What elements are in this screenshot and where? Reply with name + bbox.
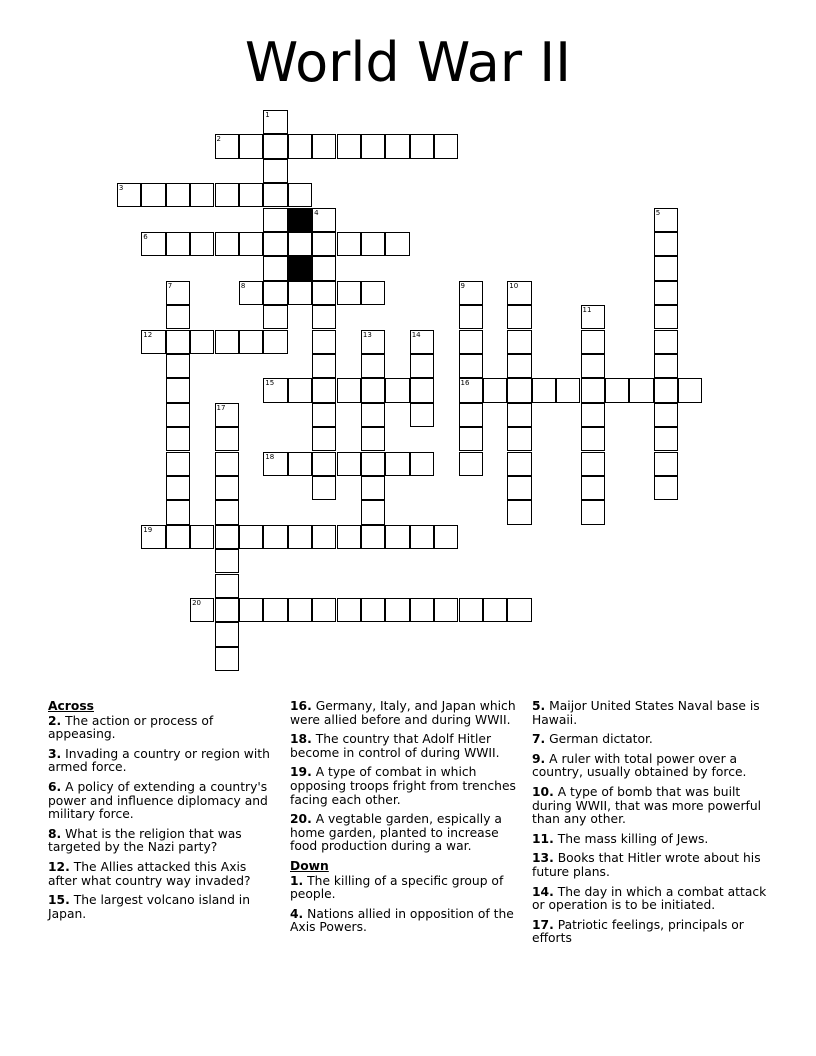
- grid-cell[interactable]: [410, 378, 434, 402]
- clue-text: The country that Adolf Hitler become in control of during WWII.: [290, 732, 500, 760]
- grid-cell[interactable]: [654, 256, 678, 280]
- clue-number: 7.: [532, 732, 546, 747]
- clue: [290, 700, 526, 727]
- grid-cell[interactable]: [654, 305, 678, 329]
- clue-text: Germany, Italy, and Japan which were allied before and during WWII.: [290, 699, 516, 727]
- grid-cell[interactable]: [361, 525, 385, 549]
- grid-number: 1: [265, 110, 270, 119]
- grid-cell[interactable]: [166, 500, 190, 524]
- grid-cell[interactable]: [654, 378, 678, 402]
- grid-cell[interactable]: [361, 598, 385, 622]
- grid-cell[interactable]: [361, 378, 385, 402]
- clue: [48, 748, 276, 775]
- grid-cell[interactable]: [312, 208, 336, 232]
- grid-cell[interactable]: [410, 403, 434, 427]
- grid-cell[interactable]: [581, 354, 605, 378]
- grid-cell[interactable]: [654, 427, 678, 451]
- grid-cell[interactable]: [581, 476, 605, 500]
- grid-cell[interactable]: [507, 378, 531, 402]
- grid-cell[interactable]: [190, 330, 214, 354]
- down-heading: Down: [290, 858, 329, 873]
- grid-cell[interactable]: [507, 598, 531, 622]
- grid-cell[interactable]: [361, 403, 385, 427]
- grid-cell[interactable]: [263, 330, 287, 354]
- grid-cell[interactable]: [459, 330, 483, 354]
- clue-number: 19.: [290, 765, 312, 780]
- grid-number: 8: [240, 281, 246, 290]
- grid-cell[interactable]: [312, 452, 336, 476]
- clue-text: The largest volcano island in Japan.: [48, 893, 251, 921]
- clue-number: 1.: [290, 873, 304, 888]
- grid-cell[interactable]: [288, 378, 312, 402]
- grid-cell[interactable]: [215, 330, 239, 354]
- grid-cell[interactable]: [410, 598, 434, 622]
- grid-cell[interactable]: [459, 305, 483, 329]
- grid-cell[interactable]: [459, 598, 483, 622]
- clue-text: Books that Hitler wrote about his future plans.: [532, 851, 761, 879]
- grid-cell[interactable]: [410, 525, 434, 549]
- clue-number: 16.: [290, 699, 312, 713]
- grid-cell[interactable]: [288, 525, 312, 549]
- clue: [532, 886, 778, 913]
- grid-cell[interactable]: [215, 622, 239, 646]
- grid-cell[interactable]: [190, 183, 214, 207]
- grid-cell[interactable]: [190, 232, 214, 256]
- clue: [48, 781, 276, 822]
- grid-cell[interactable]: [288, 134, 312, 158]
- grid-number: 19: [143, 525, 153, 534]
- grid-cell[interactable]: [507, 281, 531, 305]
- grid-cell[interactable]: [263, 208, 287, 232]
- clue-text: Invading a country or region with armed force.: [48, 746, 270, 775]
- clue: [532, 753, 778, 780]
- clue-text: What is the religion that was targeted by the Nazi party?: [48, 826, 242, 855]
- grid-cell[interactable]: [337, 452, 361, 476]
- grid-number: 9: [460, 281, 465, 290]
- grid-cell[interactable]: [263, 452, 287, 476]
- clue-number: 8.: [48, 826, 62, 841]
- clue-number: 3.: [48, 746, 62, 761]
- grid-cell[interactable]: [410, 452, 434, 476]
- clue-number: 11.: [532, 831, 554, 846]
- black-square: [288, 256, 312, 280]
- grid-number: 3: [118, 184, 124, 193]
- grid-cell[interactable]: [312, 256, 336, 280]
- grid-cell[interactable]: [385, 378, 409, 402]
- grid-cell[interactable]: [361, 330, 385, 354]
- grid-cell[interactable]: [532, 378, 556, 402]
- clue-text: A policy of extending a country's power and influence diplomacy and military force.: [48, 779, 268, 822]
- grid-number: 13: [362, 330, 372, 339]
- grid-cell[interactable]: [507, 427, 531, 451]
- grid-cell[interactable]: [312, 427, 336, 451]
- grid-number: 11: [582, 306, 592, 315]
- grid-cell[interactable]: [654, 452, 678, 476]
- grid-cell[interactable]: [361, 476, 385, 500]
- clue: [290, 813, 526, 854]
- clue: [48, 861, 276, 888]
- grid-cell[interactable]: [215, 500, 239, 524]
- grid-cell[interactable]: [434, 525, 458, 549]
- clue-column-3: [532, 700, 778, 952]
- grid-cell[interactable]: [215, 427, 239, 451]
- grid-cell[interactable]: [337, 598, 361, 622]
- grid-cell[interactable]: [166, 281, 190, 305]
- grid-cell[interactable]: [239, 598, 263, 622]
- grid-cell[interactable]: [459, 403, 483, 427]
- grid-cell[interactable]: [312, 354, 336, 378]
- clue: [290, 875, 526, 902]
- clue-number: 5.: [532, 699, 546, 713]
- grid-cell[interactable]: [581, 500, 605, 524]
- grid-cell[interactable]: [459, 354, 483, 378]
- grid-cell[interactable]: [141, 232, 165, 256]
- grid-cell[interactable]: [629, 378, 653, 402]
- grid-number: 15: [265, 379, 275, 388]
- grid-cell[interactable]: [166, 378, 190, 402]
- grid-cell[interactable]: [166, 305, 190, 329]
- clue: [532, 833, 778, 847]
- grid-cell[interactable]: [337, 232, 361, 256]
- grid-number: 18: [265, 452, 275, 461]
- grid-cell[interactable]: [263, 305, 287, 329]
- grid-number: 16: [460, 379, 470, 388]
- grid-cell[interactable]: [239, 232, 263, 256]
- grid-cell[interactable]: [239, 134, 263, 158]
- grid-cell[interactable]: [581, 378, 605, 402]
- grid-cell[interactable]: [312, 305, 336, 329]
- grid-cell[interactable]: [215, 598, 239, 622]
- grid-cell[interactable]: [215, 183, 239, 207]
- grid-cell[interactable]: [654, 354, 678, 378]
- grid-cell[interactable]: [410, 134, 434, 158]
- grid-cell[interactable]: [239, 525, 263, 549]
- grid-cell[interactable]: [239, 281, 263, 305]
- grid-cell[interactable]: [483, 378, 507, 402]
- grid-cell[interactable]: [459, 427, 483, 451]
- grid-cell[interactable]: [507, 476, 531, 500]
- grid-cell[interactable]: [581, 403, 605, 427]
- grid-cell[interactable]: [312, 525, 336, 549]
- clue-number: 9.: [532, 751, 546, 766]
- grid-cell[interactable]: [312, 378, 336, 402]
- grid-number: 6: [143, 232, 148, 241]
- grid-cell[interactable]: [581, 427, 605, 451]
- grid-cell[interactable]: [483, 598, 507, 622]
- grid-cell[interactable]: [141, 330, 165, 354]
- grid-cell[interactable]: [507, 354, 531, 378]
- grid-cell[interactable]: [288, 598, 312, 622]
- grid-cell[interactable]: [654, 476, 678, 500]
- grid-cell[interactable]: [215, 549, 239, 573]
- clue-number: 18.: [290, 732, 312, 747]
- grid-cell[interactable]: [166, 525, 190, 549]
- clue: [290, 733, 526, 760]
- grid-cell[interactable]: [166, 232, 190, 256]
- clue-text: The killing of a specific group of people.: [290, 873, 504, 902]
- grid-number: 7: [167, 281, 173, 290]
- grid-cell[interactable]: [263, 256, 287, 280]
- grid-cell[interactable]: [459, 281, 483, 305]
- grid-cell[interactable]: [337, 134, 361, 158]
- grid-cell[interactable]: [385, 525, 409, 549]
- clue-column-2: [290, 700, 526, 941]
- grid-number: 17: [216, 403, 226, 412]
- grid-cell[interactable]: [459, 452, 483, 476]
- grid-cell[interactable]: [312, 232, 336, 256]
- grid-cell[interactable]: [581, 330, 605, 354]
- grid-cell[interactable]: [215, 403, 239, 427]
- grid-cell[interactable]: [141, 525, 165, 549]
- grid-cell[interactable]: [263, 378, 287, 402]
- grid-cell[interactable]: [288, 452, 312, 476]
- grid-cell[interactable]: [556, 378, 580, 402]
- grid-cell[interactable]: [312, 134, 336, 158]
- black-square: [288, 208, 312, 232]
- grid-cell[interactable]: [166, 452, 190, 476]
- grid-cell[interactable]: [263, 159, 287, 183]
- grid-cell[interactable]: [263, 232, 287, 256]
- grid-cell[interactable]: [361, 500, 385, 524]
- grid-cell[interactable]: [312, 330, 336, 354]
- grid-cell[interactable]: [215, 574, 239, 598]
- grid-cell[interactable]: [678, 378, 702, 402]
- grid-cell[interactable]: [507, 452, 531, 476]
- grid-cell[interactable]: [312, 598, 336, 622]
- grid-cell[interactable]: [166, 476, 190, 500]
- grid-cell[interactable]: [385, 452, 409, 476]
- grid-cell[interactable]: [215, 525, 239, 549]
- across-heading: Across: [48, 699, 94, 713]
- grid-cell[interactable]: [385, 134, 409, 158]
- grid-cell[interactable]: [507, 500, 531, 524]
- page-title: World War II: [244, 31, 572, 94]
- clue-column-1: [48, 700, 276, 927]
- grid-cell[interactable]: [361, 232, 385, 256]
- grid-cell[interactable]: [263, 134, 287, 158]
- grid-cell[interactable]: [263, 525, 287, 549]
- clue-text: The day in which a combat attack or operation is to be initiated.: [532, 884, 767, 913]
- clue-text: The action or process of appeasing.: [48, 713, 214, 742]
- grid-cell[interactable]: [434, 134, 458, 158]
- grid-cell[interactable]: [507, 330, 531, 354]
- grid-cell[interactable]: [459, 378, 483, 402]
- clue-number: 10.: [532, 784, 554, 799]
- grid-cell[interactable]: [654, 208, 678, 232]
- grid-cell[interactable]: [215, 476, 239, 500]
- clue-number: 15.: [48, 893, 70, 908]
- grid-cell[interactable]: [215, 647, 239, 671]
- clue-text: A type of combat in which opposing troops fright from trenches facing each other.: [290, 765, 516, 807]
- clue: [532, 852, 778, 879]
- grid-number: 10: [509, 281, 519, 290]
- grid-cell[interactable]: [385, 232, 409, 256]
- grid-number: 12: [143, 330, 153, 339]
- clue-text: A ruler with total power over a country, usually obtained by force.: [532, 751, 747, 780]
- clue-number: 17.: [532, 917, 554, 932]
- clue-number: 14.: [532, 884, 554, 899]
- grid-cell[interactable]: [337, 525, 361, 549]
- grid-cell[interactable]: [361, 134, 385, 158]
- clue: [532, 919, 778, 946]
- grid-cell[interactable]: [117, 183, 141, 207]
- grid-cell[interactable]: [361, 427, 385, 451]
- clue: [290, 766, 526, 807]
- clue: [532, 700, 778, 727]
- clue: [532, 786, 778, 827]
- grid-cell[interactable]: [141, 183, 165, 207]
- grid-cell[interactable]: [312, 403, 336, 427]
- grid-cell[interactable]: [263, 281, 287, 305]
- grid-cell[interactable]: [239, 330, 263, 354]
- grid-cell[interactable]: [263, 598, 287, 622]
- clue-text: A vegtable garden, espically a home garden, planted to increase food production during a war.: [290, 812, 502, 854]
- grid-cell[interactable]: [166, 403, 190, 427]
- grid-cell[interactable]: [312, 476, 336, 500]
- grid-cell[interactable]: [288, 281, 312, 305]
- clue-number: 13.: [532, 851, 554, 866]
- grid-cell[interactable]: [654, 232, 678, 256]
- grid-cell[interactable]: [166, 427, 190, 451]
- grid-cell[interactable]: [385, 598, 409, 622]
- grid-number: 5: [655, 208, 661, 217]
- grid-number: 2: [216, 135, 221, 144]
- grid-cell[interactable]: [337, 378, 361, 402]
- grid-cell[interactable]: [288, 183, 312, 207]
- clue: [48, 715, 276, 742]
- grid-cell[interactable]: [190, 525, 214, 549]
- grid-cell[interactable]: [361, 354, 385, 378]
- grid-cell[interactable]: [654, 281, 678, 305]
- clue-text: German dictator.: [545, 732, 653, 747]
- grid-cell[interactable]: [361, 452, 385, 476]
- clue: [48, 894, 276, 921]
- grid-cell[interactable]: [288, 232, 312, 256]
- grid-cell[interactable]: [263, 110, 287, 134]
- grid-cell[interactable]: [190, 598, 214, 622]
- clue-number: 4.: [290, 906, 304, 921]
- grid-cell[interactable]: [654, 330, 678, 354]
- clue: [48, 828, 276, 855]
- clue: [290, 908, 526, 935]
- clue-number: 12.: [48, 859, 70, 874]
- grid-cell[interactable]: [605, 378, 629, 402]
- grid-cell[interactable]: [654, 403, 678, 427]
- clue-number: 20.: [290, 812, 312, 827]
- grid-cell[interactable]: [166, 330, 190, 354]
- clue-text: The Allies attacked this Axis after what country way invaded?: [48, 859, 251, 888]
- grid-cell[interactable]: [239, 183, 263, 207]
- grid-cell[interactable]: [581, 305, 605, 329]
- grid-cell[interactable]: [361, 281, 385, 305]
- grid-cell[interactable]: [215, 452, 239, 476]
- grid-number: 4: [314, 208, 319, 217]
- grid-number: 20: [192, 598, 202, 607]
- clue-text: Nations allied in opposition of the Axis Powers.: [290, 906, 514, 935]
- grid-cell[interactable]: [410, 354, 434, 378]
- clue-text: The mass killing of Jews.: [553, 831, 709, 846]
- grid-cell[interactable]: [166, 183, 190, 207]
- grid-cell[interactable]: [434, 598, 458, 622]
- grid-cell[interactable]: [215, 232, 239, 256]
- clue-text: Maijor United States Naval base is Hawaii.: [532, 699, 760, 727]
- grid-cell[interactable]: [312, 281, 336, 305]
- clue-text: Patriotic feelings, principals or efforts: [532, 917, 744, 946]
- grid-cell[interactable]: [581, 452, 605, 476]
- grid-cell[interactable]: [337, 281, 361, 305]
- clue-number: 2.: [48, 713, 62, 728]
- grid-cell[interactable]: [166, 354, 190, 378]
- grid-cell[interactable]: [263, 183, 287, 207]
- grid-number: 14: [411, 330, 421, 339]
- grid-cell[interactable]: [507, 305, 531, 329]
- grid-cell[interactable]: [215, 134, 239, 158]
- clue-text: A type of bomb that was built during WWII, that was more powerful than any other.: [532, 784, 762, 827]
- grid-cell[interactable]: [507, 403, 531, 427]
- clue: [532, 733, 778, 747]
- clue-number: 6.: [48, 779, 62, 794]
- grid-cell[interactable]: [410, 330, 434, 354]
